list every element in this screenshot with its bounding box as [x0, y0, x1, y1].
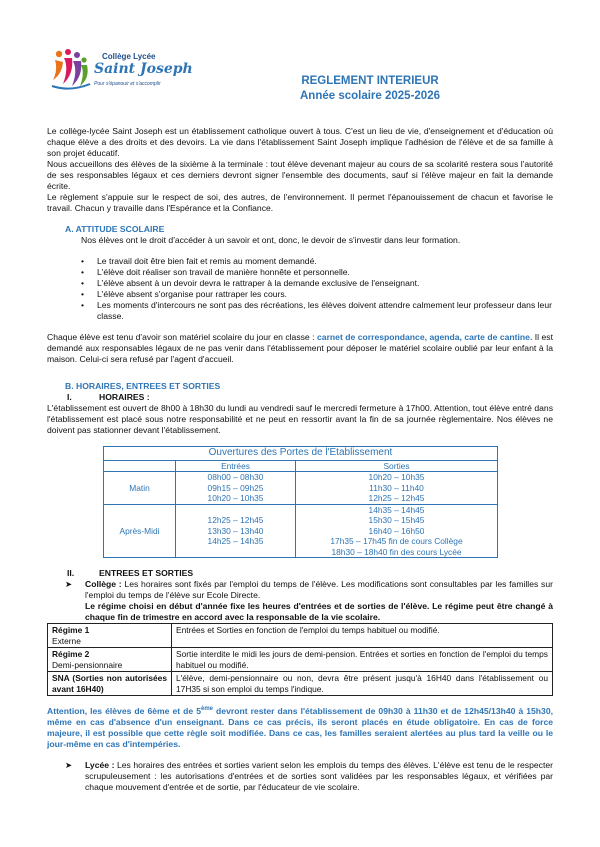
- hours-col-sorties: Sorties: [296, 460, 498, 472]
- regime-table: [47, 623, 553, 696]
- section-horaires: [47, 381, 553, 793]
- college-regime-note: Le régime choisi en début d'année fixe les heures d'entrées et de sorties de l'élève. Le régime peut être changé à chaque fin de trimestre en accord avec la responsable de la vie scolaire.: [85, 601, 553, 622]
- regime-desc: L'élève, demi-pensionnaire ou non, devra être présent jusqu'à 16H40 dans l'établissement ou 17H35 si son emploi du temps l'indique.: [172, 672, 553, 696]
- table-row: [104, 472, 498, 505]
- college-text: Les horaires sont fixés par l'emploi du temps de l'élève. Les modifications sont consultables par les familles sur l'emploi du temps de l'élève sur Ecole Directe.: [85, 579, 553, 600]
- time-slot: 15h30 – 15h45: [368, 515, 425, 525]
- regime-type: Demi-pensionnaire: [52, 659, 123, 670]
- attention-superscript: ème: [201, 706, 214, 713]
- lycee-label: Lycée :: [85, 760, 115, 770]
- list-item: • L'élève absent s'organise pour rattraper les cours.: [81, 289, 553, 300]
- regime-name-cell: [48, 648, 172, 672]
- section-a-heading: A. ATTITUDE SCOLAIRE: [65, 224, 165, 234]
- college-block: [65, 579, 553, 623]
- list-item: • Le travail doit être bien fait et remis au moment demandé.: [81, 256, 553, 267]
- table-row: [48, 672, 553, 696]
- material-before: Chaque élève est tenu d'avoir son matériel scolaire du jour en classe :: [47, 332, 318, 342]
- time-slot: 18h30 – 18h40 fin des cours Lycée: [331, 546, 462, 557]
- subsection-number: I.: [67, 392, 72, 402]
- regime-desc: Entrées et Sorties en fonction de l'emploi du temps habituel ou modifié.: [172, 624, 553, 648]
- intro: [47, 126, 553, 214]
- time-slot: 12h25 – 12h45: [368, 493, 425, 503]
- regime-name-cell: [48, 624, 172, 648]
- intro-paragraph-1: Le collège-lycée Saint Joseph est un établissement catholique ouvert à tous. C'est un lieu de vie, d'enseignement et d'éducation où chaque élève a des droits et des devoirs. La vie dans l'établissement Saint Joseph implique l'adhésion de l'élève et de sa famille à son projet éducatif.: [47, 126, 553, 158]
- regime-name: Régime 2: [52, 649, 90, 659]
- hours-col-entrees: Entrées: [176, 460, 296, 472]
- intro-paragraph-3: Le règlement s'appuie sur le respect de soi, des autres, de l'environnement. Il permet l'épanouissement de chacun et favorise le travail. Chacun y travaille dans l'Espérance et la Confiance.: [47, 192, 553, 213]
- hours-cell: [296, 472, 498, 505]
- list-item: • Les moments d'intercours ne sont pas des récréations, les élèves doivent attendre calmement leur professeur dans leur classe.: [81, 300, 553, 322]
- intro-paragraph-2: Nous accueillons des élèves de la sixième à la terminale : tout élève devenant majeur au cours de sa scolarité restera sous l'autorité de ses responsables légaux et ces derniers devront signer l'ensemble des documents, sauf si l'élève majeur en fait la demande écrite.: [47, 159, 553, 191]
- attitude-list: [81, 256, 553, 322]
- document-body: [47, 126, 553, 793]
- time-slot: 09h15 – 09h25: [207, 482, 264, 493]
- regime-name: Régime 1: [52, 625, 90, 635]
- hours-table-caption: Ouvertures des Portes de l'Etablissement: [104, 447, 498, 461]
- list-item: • L'élève doit réaliser son travail de manière honnête et personnelle.: [81, 267, 553, 278]
- regime-name-cell: [48, 672, 172, 696]
- arrow-bullet-icon: ➤: [65, 760, 73, 770]
- section-b-heading: B. HORAIRES, ENTREES ET SORTIES: [65, 381, 221, 391]
- time-slot: 11h30 – 11h40: [369, 482, 424, 493]
- time-slot: 12h25 – 12h45: [207, 515, 264, 525]
- logo-tagline: Pour s'épanouir et s'accomplir: [94, 81, 161, 87]
- school-logo: [50, 46, 193, 96]
- hours-cell: [176, 504, 296, 558]
- hours-cell: [176, 472, 296, 505]
- list-item: • L'élève absent à un devoir devra le rattraper à la demande exclusive de l'enseignant.: [81, 278, 553, 289]
- table-row: [48, 624, 553, 648]
- subsection-horaires-heading: [67, 392, 553, 403]
- material-paragraph: [47, 332, 553, 365]
- document-title: REGLEMENT INTERIEUR: [301, 75, 439, 87]
- time-slot: 10h20 – 10h35: [368, 472, 425, 482]
- time-slot: 13h30 – 13h40: [207, 525, 264, 536]
- logo-line2: Saint Joseph: [94, 61, 193, 77]
- time-slot: 08h00 – 08h30: [207, 472, 264, 482]
- hours-row-label-matin: Matin: [104, 472, 176, 505]
- attention-paragraph: [47, 706, 553, 750]
- table-row: [48, 648, 553, 672]
- regime-name: SNA (Sorties non autorisées avant 16H40): [52, 673, 167, 694]
- hours-cell: [296, 504, 498, 558]
- hours-row-label-apres-midi: Après-Midi: [104, 504, 176, 558]
- time-slot: 17h35 – 17h45 fin de cours Collège: [330, 536, 463, 546]
- horaires-text: L'établissement est ouvert de 8h00 à 18h30 du lundi au vendredi sauf le mercredi fermeture à 17h00. Attention, tout élève entré dans l'établissement est placé sous notre responsabilité et ne peut en ressortir avant la fin de sa journée règlementaire. Nos élèves ne doivent pas stationner devant l'établissement.: [47, 403, 553, 435]
- attention-text: devront rester dans l'établissement de 09h30 à 11h30 et de 12h45/13h40 à 15h30, même en cas d'absence d'un enseignant. Dans ce cas précis, ils seront placés en étude obligatoire. En cas de force majeure, il est possible que cette règle soit modifiée. Dans ce cas, les familles seraient alertées au plus tard la veille ou le jour-même en cas d'intempéries.: [47, 706, 554, 749]
- arrow-bullet-icon: ➤: [65, 579, 73, 589]
- regime-type: Externe: [52, 635, 81, 646]
- time-slot: 14h35 – 14h45: [368, 504, 425, 515]
- document-title-block: [260, 74, 480, 104]
- hours-table-corner: [104, 460, 176, 472]
- subsection-entrees-heading: [67, 568, 553, 579]
- lycee-text: Les horaires des entrées et sorties varient selon les emplois du temps des élèves. L'élève est tenu de le respecter scrupuleusement : les autorisations d'entrées et de sorties sont validées par les responsables légaux, et vérifiées par chaque mouvement d'entrée et de sortie, par l'éducateur de vie scolaire.: [85, 760, 553, 792]
- subsection-title: HORAIRES :: [99, 392, 150, 402]
- college-label: Collège :: [85, 579, 122, 589]
- time-slot: 16h40 – 16h50: [368, 525, 425, 536]
- table-row: [104, 504, 498, 558]
- time-slot: 10h20 – 10h35: [207, 493, 264, 503]
- document-subtitle: Année scolaire 2025-2026: [299, 89, 440, 102]
- lycee-block: [65, 760, 553, 793]
- subsection-title: ENTREES ET SORTIES: [99, 568, 194, 578]
- time-slot: 14h25 – 14h35: [207, 536, 264, 546]
- material-after: Il est demandé aux responsables légaux de ne pas venir dans l'établissement pour déposer le matériel scolaire oublié par leur enfant à la maison. Celui-ci sera refusé par l'agent d'accueil.: [47, 332, 553, 364]
- material-highlight: carnet de correspondance, agenda, carte de cantine.: [317, 332, 533, 342]
- attention-text: Attention, les élèves de 6ème et de 5: [47, 706, 201, 716]
- section-a-intro: Nos élèves ont le droit d'accéder à un savoir et ont, donc, le devoir de s'investir dans leur formation.: [81, 235, 461, 245]
- section-attitude: [47, 224, 553, 365]
- opening-hours-table: [103, 446, 498, 558]
- subsection-number: II.: [67, 568, 75, 578]
- logo-line1: Collège Lycée: [102, 52, 156, 61]
- regime-desc: Sortie interdite le midi les jours de demi-pension. Entrées et sorties en fonction de l'emploi du temps habituel ou modifié.: [172, 648, 553, 672]
